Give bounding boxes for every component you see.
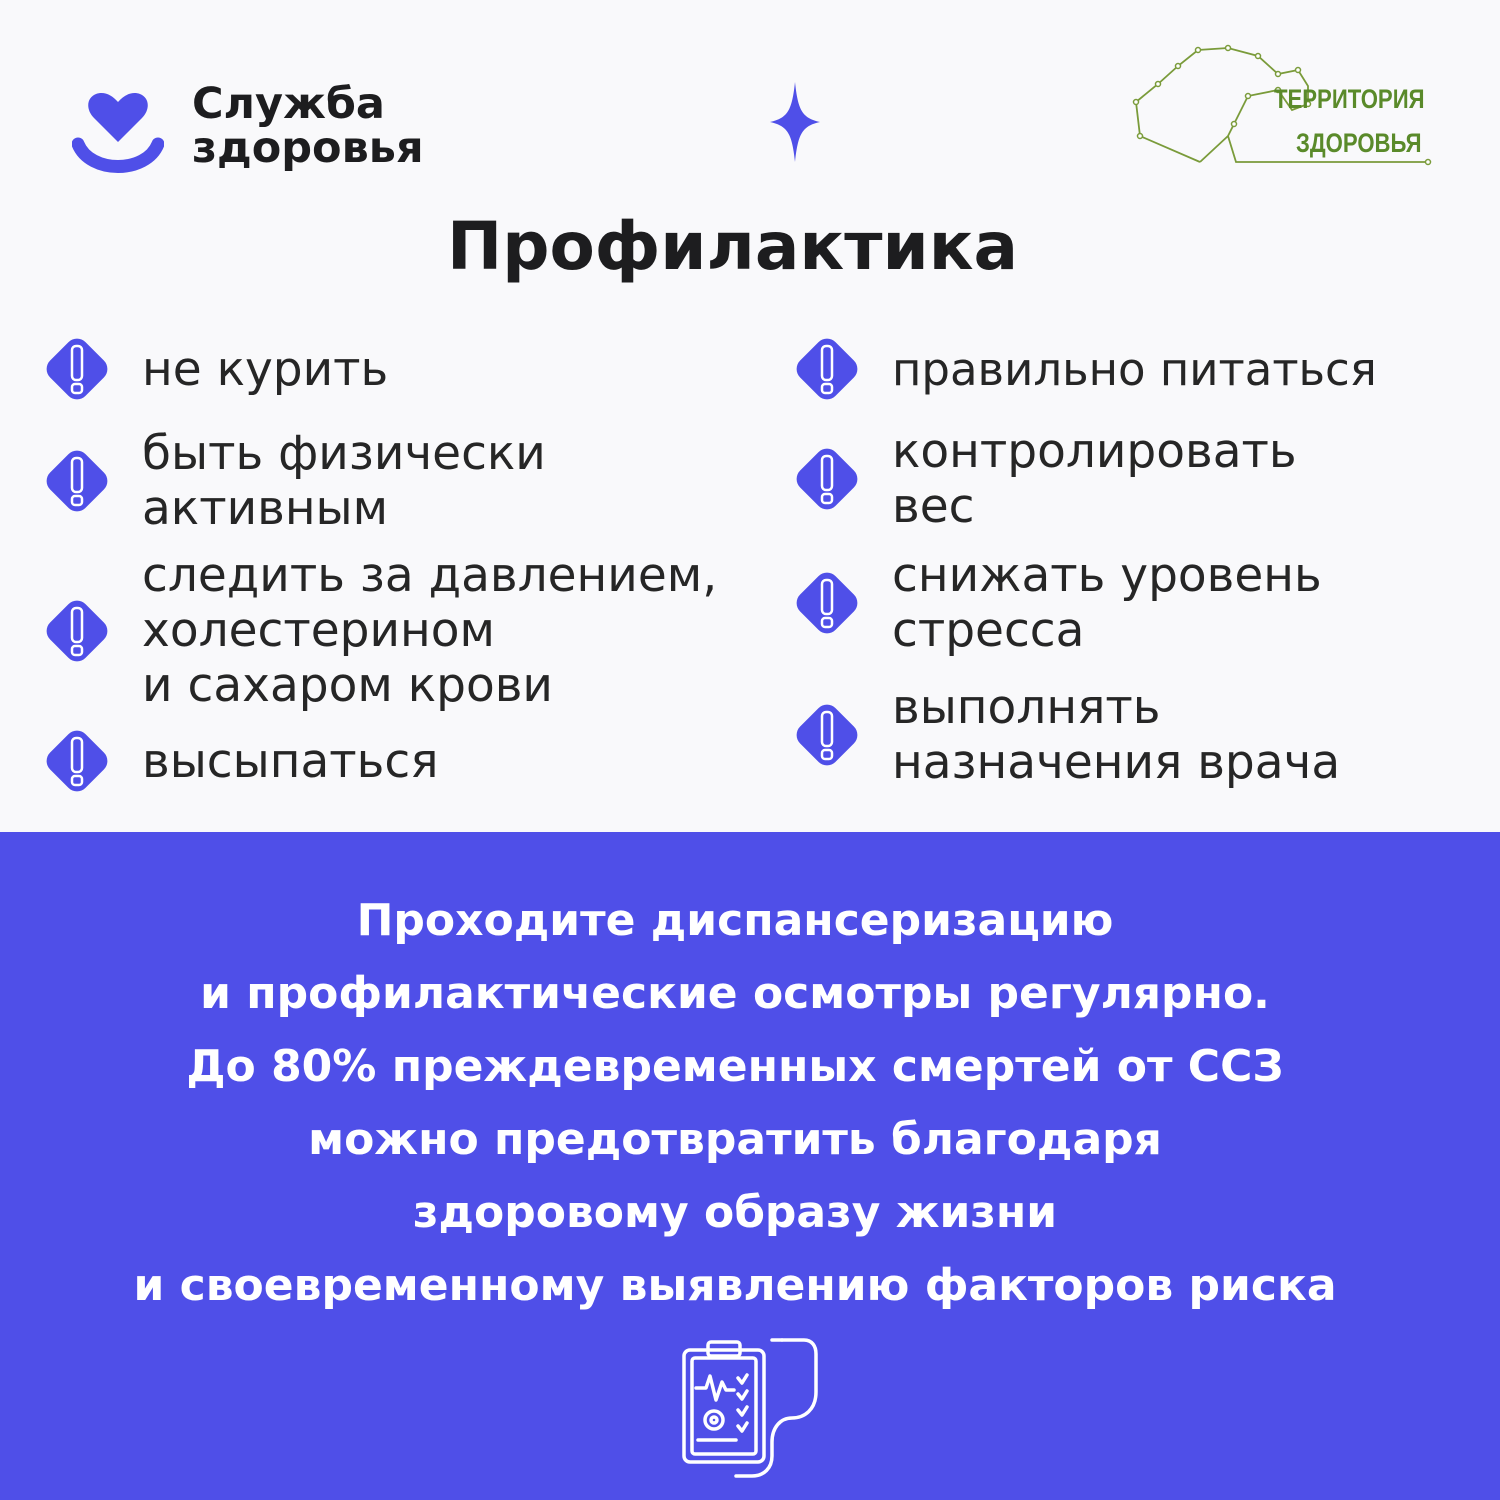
- list-item-label: контролировать вес: [892, 424, 1297, 534]
- list-item: [34, 426, 546, 536]
- exclamation-diamond-icon: [784, 560, 870, 646]
- list-item: [34, 326, 388, 412]
- exclamation-diamond-icon: [784, 692, 870, 778]
- list-item-label: высыпаться: [142, 733, 439, 789]
- brand-name: Служба здоровья: [192, 79, 424, 173]
- list-item-label: снижать уровень стресса: [892, 548, 1322, 658]
- list-item: [784, 680, 1340, 790]
- list-item-label: быть физически активным: [142, 426, 546, 536]
- exclamation-diamond-icon: [34, 438, 120, 524]
- territory-title-line2: ЗДОРОВЬЯ: [1296, 128, 1422, 158]
- list-item-label: правильно питаться: [892, 342, 1377, 396]
- exclamation-diamond-icon: [784, 436, 870, 522]
- list-item: [34, 548, 717, 713]
- list-item-label: не курить: [142, 341, 389, 397]
- list-item: [784, 548, 1322, 658]
- banner-text: Проходите диспансеризацию и профилактические осмотры регулярно. До 80% преждевременных смертей от ССЗ можно предотвратить благодаря здоровому образу жизни и своевременному выявлению факторов риска: [133, 895, 1337, 1311]
- list-item-label: следить за давлением, холестерином и сахаром крови: [142, 548, 718, 713]
- list-item: [784, 424, 1297, 534]
- list-item: [784, 326, 1377, 412]
- territory-logo: [1128, 44, 1436, 170]
- exclamation-diamond-icon: [34, 588, 120, 674]
- exclamation-diamond-icon: [784, 326, 870, 412]
- page-title: Профилактика: [446, 208, 1019, 285]
- list-item: [34, 718, 438, 804]
- clipboard-stethoscope-icon: [676, 1332, 826, 1482]
- heart-smile-icon: [72, 82, 164, 174]
- territory-title-line1: ТЕРРИТОРИЯ: [1274, 84, 1425, 114]
- info-banner: [0, 832, 1500, 1500]
- list-item-label: выполнять назначения врача: [892, 680, 1341, 790]
- sparkle-icon: [770, 82, 820, 162]
- exclamation-diamond-icon: [34, 326, 120, 412]
- exclamation-diamond-icon: [34, 718, 120, 804]
